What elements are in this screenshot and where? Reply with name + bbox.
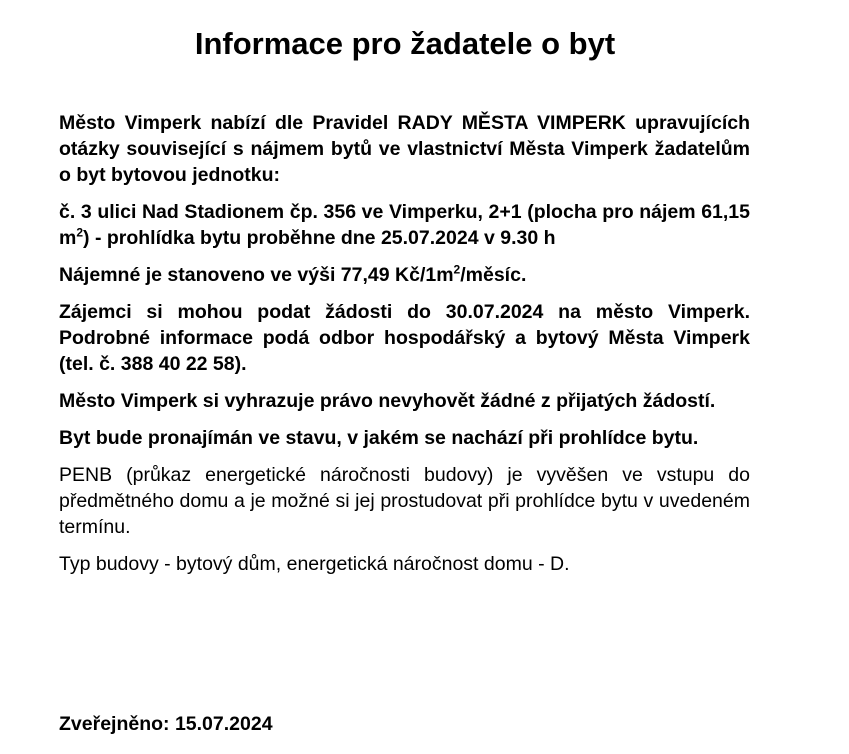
- unit-text-before: č. 3 ulici Nad Stadionem čp. 356 ve Vimperku, 2+1 (plocha pro nájem 61,15 m: [59, 201, 750, 249]
- rent-superscript: 2: [453, 262, 461, 277]
- building-type-paragraph: Typ budovy - bytový dům, energetická náročnost domu - D.: [59, 553, 570, 575]
- rent-paragraph: [59, 262, 750, 288]
- page-title: Informace pro žadatele o byt: [194, 26, 616, 61]
- rent-text-after: /měsíc.: [460, 264, 527, 286]
- reservation-paragraph: Město Vimperk si vyhrazuje právo nevyhovět žádné z přijatých žádostí.: [59, 390, 716, 412]
- penb-paragraph: PENB (průkaz energetické náročnosti budovy) je vyvěšen ve vstupu do předmětného domu a je možné si jej prostudovat při prohlídce bytu v uvedeném termínu.: [59, 464, 750, 538]
- intro-paragraph: Město Vimperk nabízí dle Pravidel RADY MĚSTA VIMPERK upravujících otázky související s nájmem bytů ve vlastnictví Města Vimperk žadatelům o byt bytovou jednotku:: [59, 112, 750, 186]
- published-date: Zveřejněno: 15.07.2024: [59, 713, 273, 735]
- condition-paragraph: Byt bude pronajímán ve stavu, v jakém se nachází při prohlídce bytu.: [59, 427, 699, 449]
- applications-paragraph: Zájemci si mohou podat žádosti do 30.07.2024 na město Vimperk. Podrobné informace podá odbor hospodářský a bytový Města Vimperk (tel. č. 388 40 22 58).: [59, 301, 750, 375]
- unit-paragraph: [59, 199, 750, 251]
- document-body: [59, 110, 750, 588]
- rent-text-before: Nájemné je stanoveno ve výši 77,49 Kč/1m: [59, 264, 454, 286]
- unit-text-after: ) - prohlídka bytu proběhne dne 25.07.2024 v 9.30 h: [83, 227, 556, 249]
- unit-area-superscript: 2: [76, 225, 84, 240]
